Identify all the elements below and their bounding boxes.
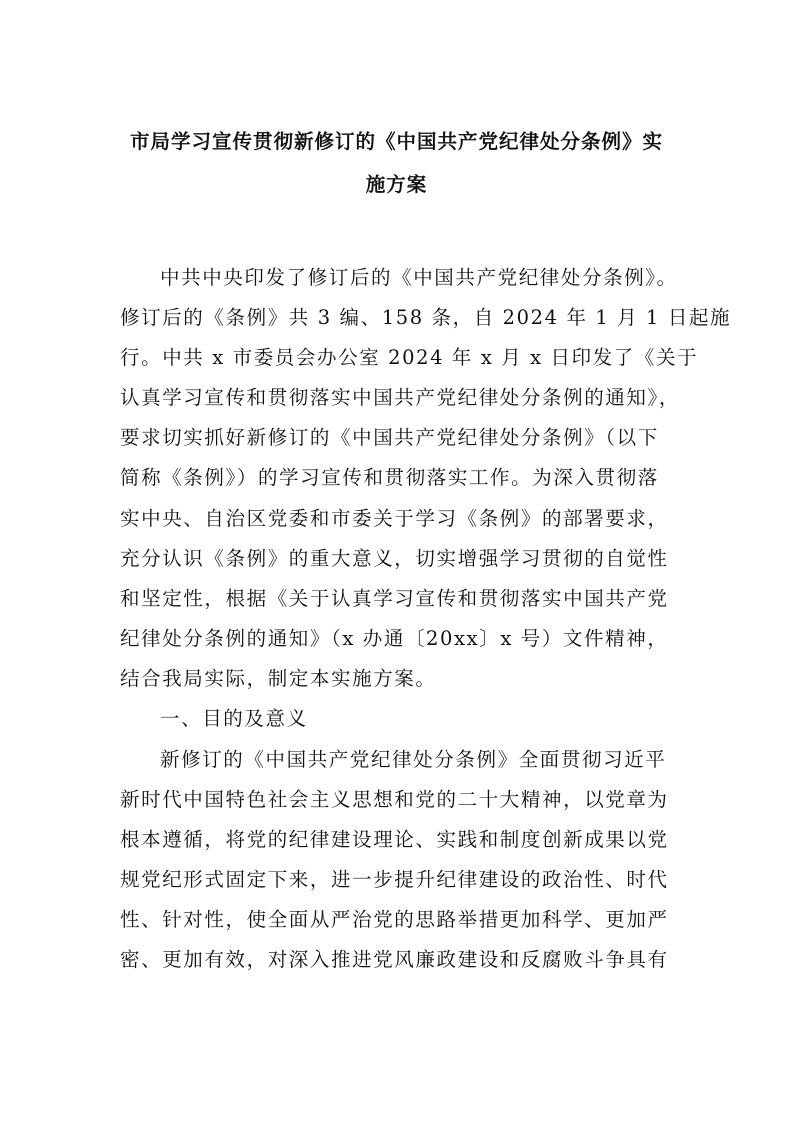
document-title-line-1: 市局学习宣传贯彻新修订的《中国共产党纪律处分条例》实 [129,130,663,153]
paragraph-line: 中共中央印发了修订后的《中国共产党纪律处分条例》。 [160,266,678,289]
section-heading: 一、目的及意义 [160,707,308,730]
document-title-line-2: 施方案 [365,173,428,196]
paragraph-line: 修订后的《条例》共 3 编、158 条，自 2024 年 1 月 1 日起施 [120,306,732,329]
paragraph-line: 规党纪形式固定下来，进一步提升纪律建设的政治性、时代 [120,868,669,891]
paragraph-line: 根本遵循，将党的纪律建设理论、实践和制度创新成果以党 [120,828,669,851]
paragraph-line: 实中央、自治区党委和市委关于学习《条例》的部署要求， [120,507,669,530]
paragraph-line: 新修订的《中国共产党纪律处分条例》全面贯彻习近平 [160,748,667,771]
paragraph-line: 纪律处分条例的通知》（x 办通〔20xx〕x 号）文件精神， [120,627,669,650]
paragraph-line: 和坚定性，根据《关于认真学习宣传和贯彻落实中国共产党 [120,587,669,610]
paragraph-line: 新时代中国特色社会主义思想和党的二十大精神，以党章为 [120,788,669,811]
paragraph-line: 认真学习宣传和贯彻落实中国共产党纪律处分条例的通知》， [120,386,680,409]
paragraph-line: 要求切实抓好新修订的《中国共产党纪律处分条例》（以下 [120,426,659,449]
paragraph-line: 简称《条例》）的学习宣传和贯彻落实工作。为深入贯彻落 [120,466,659,489]
paragraph-line: 性、针对性，使全面从严治党的思路举措更加科学、更加严 [120,908,669,931]
paragraph-line: 充分认识《条例》的重大意义，切实增强学习贯彻的自觉性 [120,547,669,570]
paragraph-line: 行。中共 x 市委员会办公室 2024 年 x 月 x 日印发了《关于 [120,346,699,369]
paragraph-line: 密、更加有效，对深入推进党风廉政建设和反腐败斗争具有 [120,948,669,971]
paragraph-line: 结合我局实际，制定本实施方案。 [120,667,437,690]
